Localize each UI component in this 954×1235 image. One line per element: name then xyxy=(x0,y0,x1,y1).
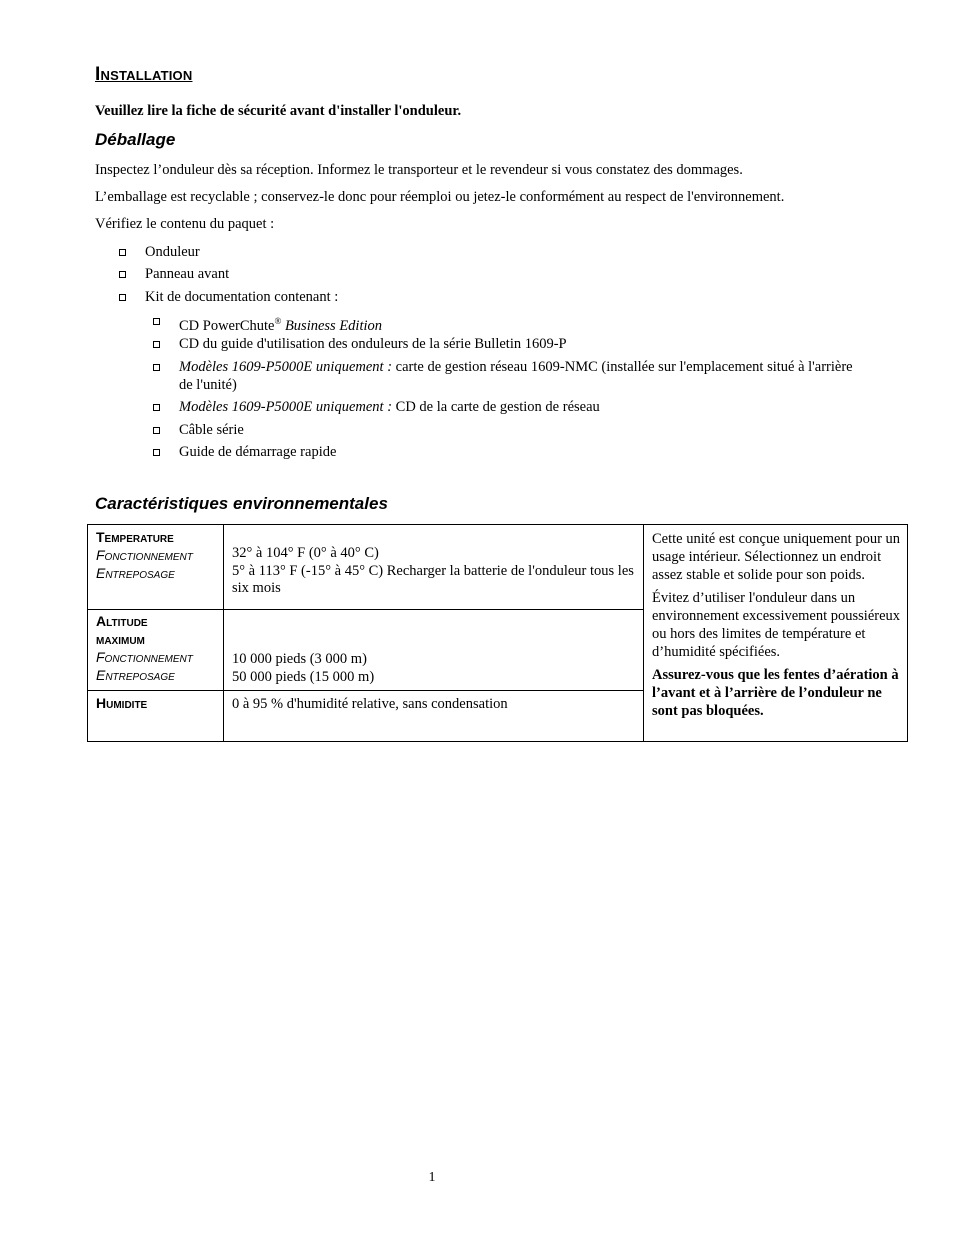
safety-notice: Veuillez lire la fiche de sécurité avant d'installer l'onduleur. xyxy=(95,103,462,119)
section-title: Installation xyxy=(95,64,193,85)
environment-heading: Caractéristiques environnementales xyxy=(95,494,388,513)
page-number: 1 xyxy=(428,1170,436,1185)
note-vents: Assurez-vous que les fentes d’aération à l’avant et à l’arrière de l’onduleur ne sont pas bloquées. xyxy=(652,667,899,719)
altitude-label: Altitude maximum Fonctionnement Entreposage xyxy=(96,613,193,683)
environment-notes xyxy=(652,530,904,725)
temperature-label: Temperature Fonctionnement Entreposage xyxy=(96,529,193,581)
checkbox-bullet-icon xyxy=(153,364,160,371)
note-dust: Évitez d’utiliser l'onduleur dans un environnement excessivement poussiéreux ou hors des limites de température et d’humidité spécifiées. xyxy=(652,590,901,660)
humidity-value: 0 à 95 % d'humidité relative, sans condensation xyxy=(232,696,508,712)
table-divider xyxy=(88,690,643,691)
table-divider xyxy=(643,525,644,741)
table-divider xyxy=(223,525,224,741)
document-page: Installation Veuillez lire la fiche de sécurité avant d'installer l'onduleur. Déballage Inspectez l’onduleur dès sa réception. Informez le transporteur et le revendeur si vous constatez des dommages. L’emballage est recyclable ; conservez-le donc pour réemploi ou jetez-le conformément au respect de l'environnement. Vérifiez le contenu du paquet : Onduleur Panneau avant Kit de documentation contenant : CD PowerChute® Business Edition CD du guide d'utilisation des onduleurs de la série Bulletin 1609-P Modèles 1609-P5000E uniquement : carte de gestion réseau 1609-NMC (installée sur l'emplacement situé à l'arrière de l'unité) Modèles 1609-P5000E uniquement : CD de la carte de gestion de réseau Câble série Guide de démarrage rapide Caractéristiques environnementales Temperature Fonctionnement Entreposage 32° à 104° F (0° à 40° C) 5° à 113° F (-15° à 45° C) Recharger la batterie de l'onduleur tous les six mois Altitude maximum Fonctionnement Entreposage 10 000 pieds (3 000 m) 50 000 pieds (15 000 m) Humidite 0 à 95 % d'humidité relative, sans condensation Cette unité est conçue uniquement pour un usage intérieur. Sélectionnez un endroit assez stable et solide pour son poids. Évitez d’utiliser l'onduleur dans un environnement excessivement poussiéreux ou hors des limites de température et d’humidité spécifiées. Assurez-vous que les fentes d’aération à l’avant et à l’arrière de l’onduleur ne sont pas bloquées. 1 xyxy=(0,0,954,1235)
checkbox-bullet-icon xyxy=(153,404,160,411)
unpacking-paragraph-1: Inspectez l’onduleur dès sa réception. Informez le transporteur et le revendeur si vous constatez des dommages. xyxy=(95,162,743,178)
altitude-value: 10 000 pieds (3 000 m) 50 000 pieds (15 000 m) xyxy=(232,651,375,685)
unpacking-heading: Déballage xyxy=(95,130,176,149)
note-indoor-use: Cette unité est conçue uniquement pour un usage intérieur. Sélectionnez un endroit assez stable et solide pour son poids. xyxy=(652,531,901,583)
humidity-label: Humidite xyxy=(96,695,148,711)
checkbox-bullet-icon xyxy=(153,427,160,434)
checkbox-bullet-icon xyxy=(153,449,160,456)
checkbox-bullet-icon xyxy=(119,249,126,256)
environment-table xyxy=(87,524,908,742)
unpacking-paragraph-3: Vérifiez le contenu du paquet : xyxy=(95,216,275,232)
checkbox-bullet-icon xyxy=(119,271,126,278)
temperature-value: 32° à 104° F (0° à 40° C) 5° à 113° F (-15° à 45° C) Recharger la batterie de l'onduleur tous les six mois xyxy=(232,545,634,596)
checkbox-bullet-icon xyxy=(153,318,160,325)
table-divider xyxy=(88,609,643,610)
checkbox-bullet-icon xyxy=(153,341,160,348)
unpacking-paragraph-2: L’emballage est recyclable ; conservez-le donc pour réemploi ou jetez-le conformément au respect de l'environnement. xyxy=(95,189,785,205)
checkbox-bullet-icon xyxy=(119,294,126,301)
